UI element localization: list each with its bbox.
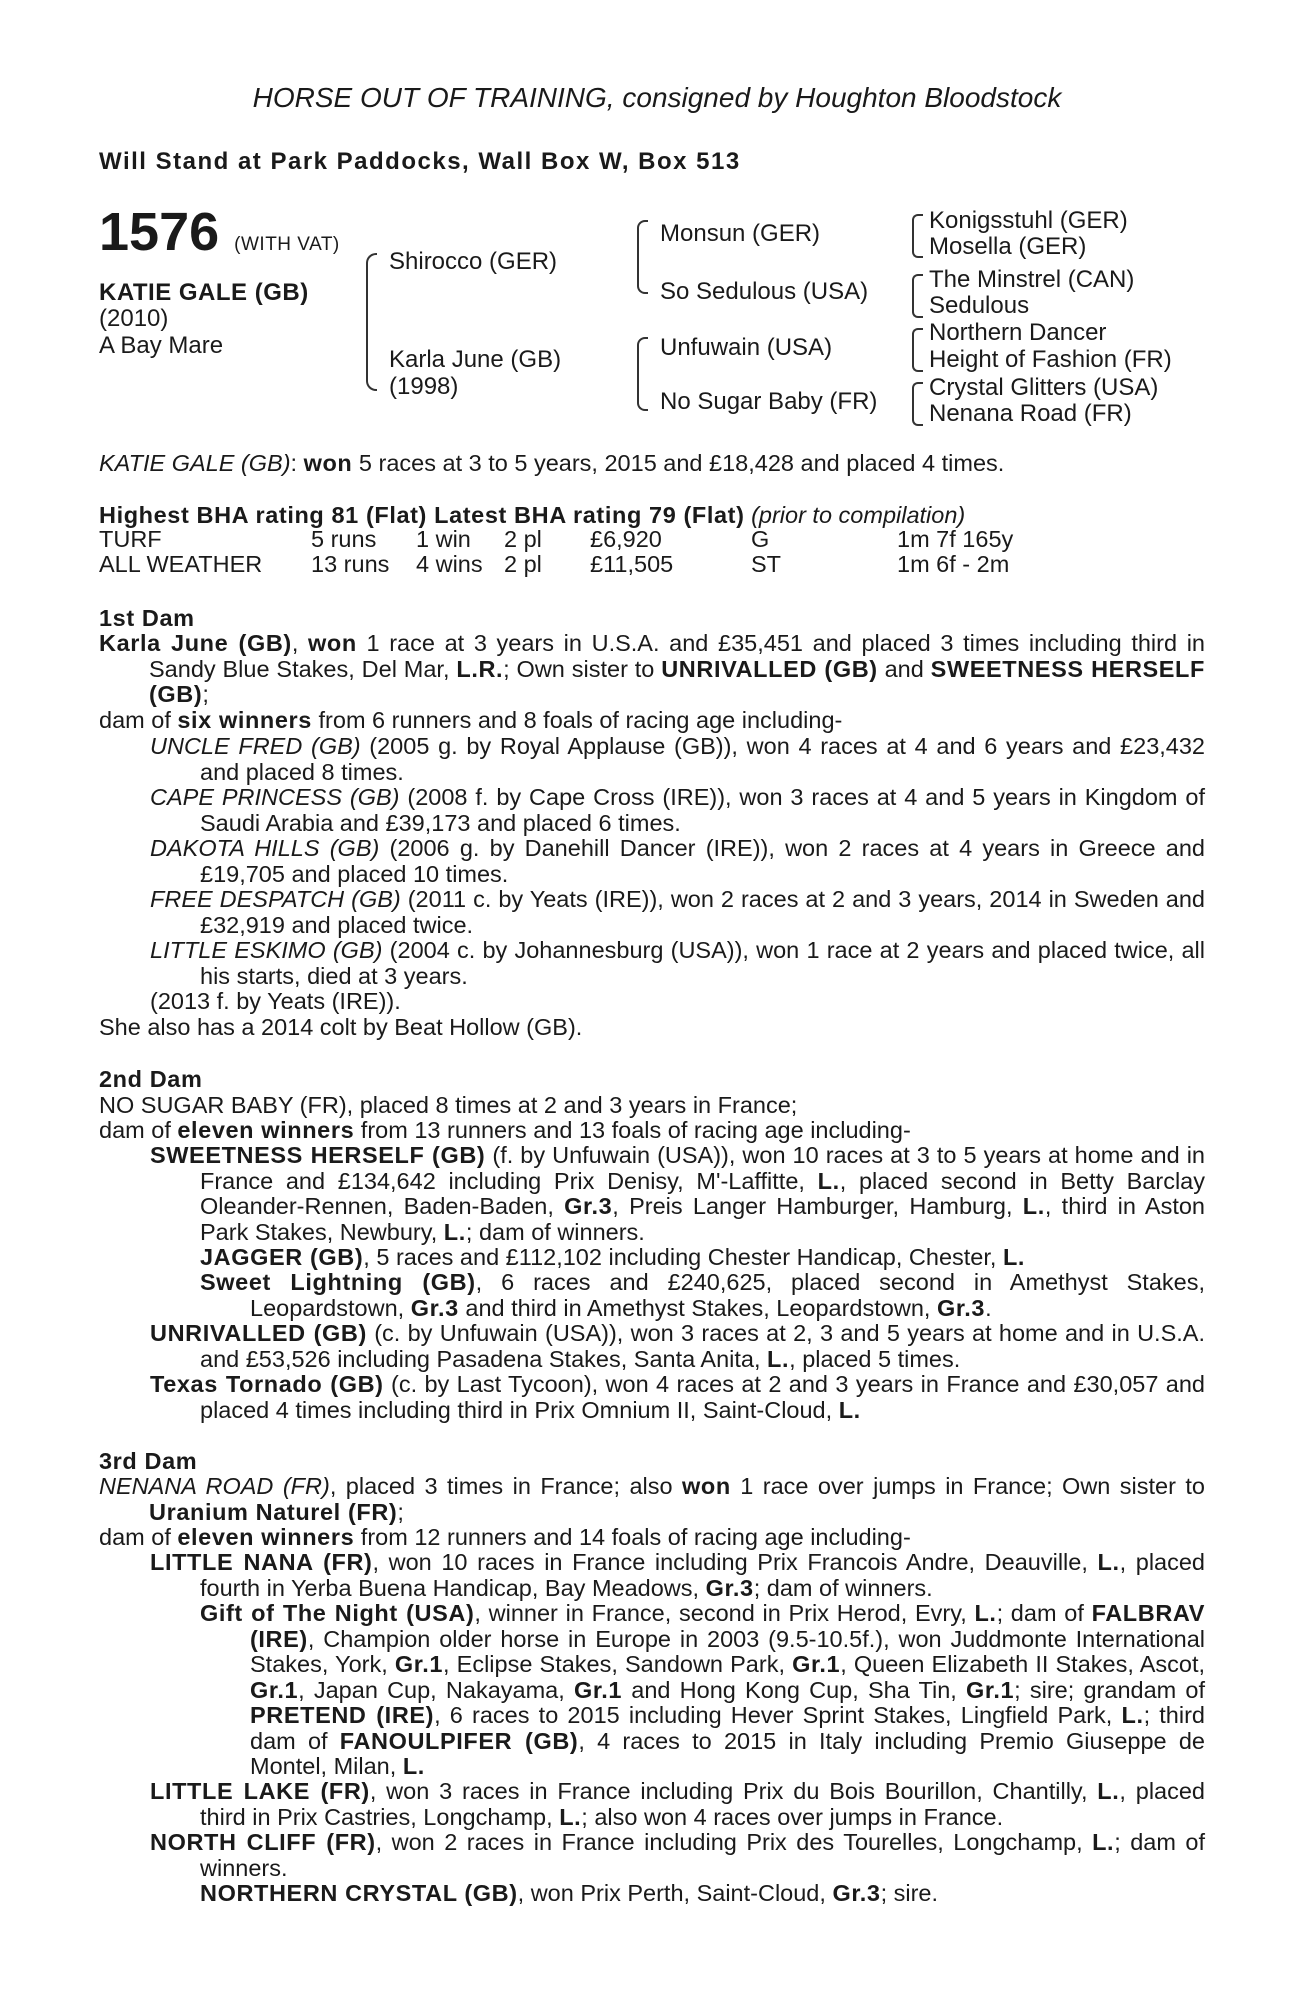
txt: , placed third in Prix Castries, Longchamp, xyxy=(200,1778,1205,1830)
txt: from 13 runners and 13 foals of racing age including- xyxy=(354,1117,911,1143)
race-grade: Gr.1 xyxy=(792,1651,841,1677)
produce-entry xyxy=(150,836,1205,887)
dam-name: Karla June (GB) xyxy=(99,630,292,656)
txt: , placed 3 times in France; also xyxy=(329,1473,682,1499)
summary-sep: : xyxy=(290,450,304,476)
grandproduce-entry xyxy=(200,1245,1025,1270)
produce-name: Gift of The Night (USA) xyxy=(200,1600,475,1626)
txt: ; sire. xyxy=(880,1880,939,1906)
lot-number xyxy=(99,202,340,272)
txt: (c. by Unfuwain (USA)), won 3 races at 2, 3 and 5 years at home and in U.S.A. and £53,526 including Pasadena Stakes, Santa Anita, xyxy=(200,1320,1205,1372)
record-money: £11,505 xyxy=(590,551,674,577)
grandproduce-entry xyxy=(200,1270,1205,1321)
race-grade: L. xyxy=(974,1600,997,1626)
produce-name: UNCLE FRED (GB) xyxy=(150,733,361,759)
txt: , 5 races and £112,102 including Chester Handicap, Chester, xyxy=(363,1244,1003,1270)
produce-name: LITTLE ESKIMO (GB) xyxy=(150,937,383,963)
txt: , 6 races to 2015 including Hever Sprint Stakes, Lingfield Park, xyxy=(434,1702,1122,1728)
first-dam-produce-intro xyxy=(99,708,842,733)
record-going: G xyxy=(751,526,770,552)
txt: and third in Amethyst Stakes, Leopardstown, xyxy=(458,1294,937,1321)
txt: , Japan Cup, Nakayama, xyxy=(298,1676,574,1703)
txt: , winner in France, second in Prix Herod, Evry, xyxy=(474,1600,975,1626)
txt: ; also won 4 races over jumps in France. xyxy=(581,1803,1004,1830)
race-grade: L. xyxy=(1097,1778,1120,1804)
record-runs: 5 runs xyxy=(311,526,377,552)
produce-entry xyxy=(150,1321,1205,1372)
winner-count: six winners xyxy=(177,707,312,733)
txt: dam of xyxy=(99,707,178,733)
produce-name: LITTLE NANA (FR) xyxy=(150,1549,373,1575)
produce-entry xyxy=(150,938,1205,989)
produce-name: SWEETNESS HERSELF (GB) xyxy=(150,1142,486,1168)
won-text: won xyxy=(682,1473,731,1499)
txt: , xyxy=(291,630,309,656)
txt: ; dam of xyxy=(996,1600,1092,1626)
third-dam-produce-intro xyxy=(99,1525,911,1550)
race-grade: L. xyxy=(1022,1193,1045,1219)
summary-won: won xyxy=(303,450,353,476)
txt: , placed fourth in Yerba Buena Handicap, Bay Meadows, xyxy=(200,1549,1205,1601)
produce-entry xyxy=(150,1830,1205,1881)
table-row xyxy=(99,552,1013,577)
txt: ; Own sister to xyxy=(503,655,662,682)
txt: from 6 runners and 8 foals of racing age including- xyxy=(311,707,843,733)
produce-name: JAGGER (GB) xyxy=(200,1244,364,1270)
record-going: ST xyxy=(751,551,782,577)
record-wins: 4 wins xyxy=(416,551,483,577)
txt: 1 race at 3 years in U.S.A. and £35,451 and placed 3 times including third in Sandy Blue Stakes, Del Mar, xyxy=(149,630,1205,682)
second-dam-entry: NO SUGAR BABY (FR), placed 8 times at 2 and 3 years in France; xyxy=(99,1092,798,1118)
race-record-table xyxy=(99,527,1013,577)
second-dam-produce-intro xyxy=(99,1118,911,1143)
pedigree-gen3-2: Mosella (GER) xyxy=(929,233,1087,260)
produce-entry xyxy=(150,887,1205,938)
race-grade: Gr.1 xyxy=(250,1676,299,1703)
pedigree-gen2-2: So Sedulous (USA) xyxy=(660,278,869,305)
produce-entry xyxy=(150,1372,1205,1423)
txt: and Hong Kong Cup, Sha Tin, xyxy=(622,1676,967,1703)
produce-entry xyxy=(150,734,1205,785)
sire-dam-bracket xyxy=(366,253,377,391)
txt: , 4 races to 2015 in Italy including Premio Giuseppe de Montel, Milan, xyxy=(250,1727,1206,1779)
txt: (2006 g. by Danehill Dancer (IRE)), won 2 races at 4 years in Greece and £19,705 and placed 10 times. xyxy=(200,835,1205,887)
record-placed: 2 pl xyxy=(504,526,542,552)
horse-name: KATIE GALE (GB) xyxy=(99,279,309,306)
grandproduce-entry xyxy=(200,1601,1205,1780)
race-grade: L. xyxy=(443,1218,466,1245)
race-grade: Gr.1 xyxy=(966,1676,1015,1703)
summary-horse-name: KATIE GALE (GB) xyxy=(99,450,291,476)
gen3-bracket-1 xyxy=(912,214,923,258)
gen2-bracket-sire xyxy=(637,220,648,294)
txt: , third in Aston Park Stakes, Newbury, xyxy=(200,1193,1206,1245)
horse-ref: Uranium Naturel (FR) xyxy=(149,1498,398,1525)
txt: , placed 5 times. xyxy=(789,1345,961,1372)
record-runs: 13 runs xyxy=(311,551,390,577)
gen2-bracket-dam xyxy=(637,337,648,411)
txt: , won 10 races in France including Prix Francois Andre, Deauville, xyxy=(372,1549,1098,1575)
race-grade: L. xyxy=(838,1396,861,1423)
foaling-year: (2010) xyxy=(99,305,169,332)
txt: , won 3 races in France including Prix du Bois Bourillon, Chantilly, xyxy=(369,1778,1098,1804)
race-grade: L. xyxy=(559,1803,582,1830)
txt: , Preis Langer Hamburger, Hamburg, xyxy=(612,1193,1023,1219)
dam-name: NENANA ROAD (FR) xyxy=(99,1473,330,1499)
produce-entry xyxy=(150,785,1205,836)
txt: ; xyxy=(397,1498,404,1525)
record-distance: 1m 7f 165y xyxy=(897,526,1014,552)
record-money: £6,920 xyxy=(590,526,662,552)
winner-count: eleven winners xyxy=(177,1117,355,1143)
third-dam-heading: 3rd Dam xyxy=(99,1448,198,1474)
pedigree-gen2-4: No Sugar Baby (FR) xyxy=(660,388,878,415)
pedigree-dam: Karla June (GB) xyxy=(389,346,562,373)
race-summary xyxy=(99,451,1004,476)
won-text: won xyxy=(308,630,357,656)
produce-name: LITTLE LAKE (FR) xyxy=(150,1778,370,1804)
bha-rating xyxy=(99,503,965,528)
horse-ref: SWEETNESS HERSELF (GB) xyxy=(149,655,1205,707)
txt: and xyxy=(877,655,931,682)
race-grade: L. xyxy=(767,1345,790,1372)
first-dam-entry xyxy=(99,631,1205,708)
pedigree-gen3-1: Konigsstuhl (GER) xyxy=(929,207,1128,234)
second-dam-heading: 2nd Dam xyxy=(99,1066,203,1092)
txt: dam of xyxy=(99,1524,178,1550)
record-wins: 1 win xyxy=(416,526,471,552)
produce-name: UNRIVALLED (GB) xyxy=(150,1320,367,1346)
location-line: Will Stand at Park Paddocks, Wall Box W, Box 513 xyxy=(99,148,741,175)
txt: , Champion older horse in Europe in 2003 (9.5-10.5f.), won Juddmonte International Stakes, York, xyxy=(250,1625,1205,1677)
txt: (2004 c. by Johannesburg (USA)), won 1 race at 2 years and placed twice, all his starts, died at 3 years. xyxy=(200,937,1206,989)
race-grade: Gr.3 xyxy=(564,1193,613,1219)
produce-entry xyxy=(150,1143,1205,1245)
pedigree-gen3-4: Sedulous xyxy=(929,292,1030,319)
txt: ; xyxy=(202,681,209,707)
txt: , won Prix Perth, Saint-Cloud, xyxy=(517,1880,833,1906)
txt: ; third dam of xyxy=(250,1702,1205,1754)
record-placed: 2 pl xyxy=(504,551,542,577)
race-grade: L.R. xyxy=(456,655,504,682)
race-grade: Gr.3 xyxy=(832,1880,881,1906)
txt: ; sire; grandam of xyxy=(1014,1676,1206,1703)
third-dam-entry xyxy=(99,1474,1205,1525)
produce-name: FREE DESPATCH (GB) xyxy=(150,886,401,912)
produce-unraced: (2013 f. by Yeats (IRE)). xyxy=(150,988,401,1014)
txt: ; dam of winners. xyxy=(200,1829,1205,1881)
grandproduce-entry xyxy=(200,1881,938,1906)
txt: . xyxy=(985,1294,992,1321)
horse-description: A Bay Mare xyxy=(99,332,224,359)
produce-name: Sweet Lightning (GB) xyxy=(200,1269,476,1295)
race-grade: L. xyxy=(1121,1702,1144,1728)
lot-number-value: 1576 xyxy=(99,202,220,262)
race-grade: L. xyxy=(817,1167,840,1194)
txt: 1 race over jumps in France; Own sister to xyxy=(730,1473,1206,1499)
vat-note: (WITH VAT) xyxy=(234,234,340,255)
txt: (c. by Last Tycoon), won 4 races at 2 and 3 years in France and £30,057 and placed 4 times including third in Prix Omnium II, Saint-Cloud, xyxy=(200,1371,1205,1423)
produce-name: NORTH CLIFF (FR) xyxy=(150,1829,376,1855)
produce-name: DAKOTA HILLS (GB) xyxy=(150,835,380,861)
winner-count: eleven winners xyxy=(177,1524,355,1550)
txt: , 6 races and £240,625, placed second in Amethyst Stakes, Leopardstown, xyxy=(250,1269,1206,1321)
pedigree-gen2-3: Unfuwain (USA) xyxy=(660,334,833,361)
race-grade: L. xyxy=(1097,1549,1120,1575)
produce-name: Texas Tornado (GB) xyxy=(150,1371,384,1397)
pedigree-sire: Shirocco (GER) xyxy=(389,248,558,275)
page-header: HORSE OUT OF TRAINING, consigned by Houghton Bloodstock xyxy=(252,82,1062,113)
txt: (2005 g. by Royal Applause (GB)), won 4 races at 4 and 6 years and £23,432 and placed 8 times. xyxy=(200,733,1206,785)
txt: , placed second in Betty Barclay Oleander-Rennen, Baden-Baden, xyxy=(200,1167,1205,1219)
produce-entry xyxy=(150,1779,1205,1830)
race-grade: L. xyxy=(1092,1829,1115,1855)
txt: , Queen Elizabeth II Stakes, Ascot, xyxy=(840,1651,1205,1677)
record-surface: ALL WEATHER xyxy=(99,551,263,577)
txt: , Eclipse Stakes, Sandown Park, xyxy=(443,1651,793,1677)
produce-name: NORTHERN CRYSTAL (GB) xyxy=(200,1880,518,1906)
horse-ref: FANOULPIFER (GB) xyxy=(339,1727,579,1754)
txt: from 12 runners and 14 foals of racing age including- xyxy=(354,1524,911,1550)
pedigree-dam-year: (1998) xyxy=(389,373,459,400)
first-dam-heading: 1st Dam xyxy=(99,605,195,631)
horse-ref: UNRIVALLED (GB) xyxy=(661,655,878,682)
race-grade: L. xyxy=(402,1753,425,1779)
txt: (2008 f. by Cape Cross (IRE)), won 3 races at 4 and 5 years in Kingdom of Saudi Arabia and £39,173 and placed 6 times. xyxy=(200,784,1205,836)
pedigree-gen3-7: Crystal Glitters (USA) xyxy=(929,374,1159,401)
produce-colt-note: She also has a 2014 colt by Beat Hollow (GB). xyxy=(99,1014,583,1040)
summary-text: 5 races at 3 to 5 years, 2015 and £18,428 and placed 4 times. xyxy=(352,450,1005,476)
txt: dam of xyxy=(99,1117,178,1143)
txt: (f. by Unfuwain (USA)), won 10 races at 3 to 5 years at home and in France and £134,642 including Prix Denisy, M'-Laffitte, xyxy=(200,1142,1205,1194)
race-grade: Gr.1 xyxy=(573,1676,623,1703)
gen3-bracket-4 xyxy=(912,382,923,426)
record-surface: TURF xyxy=(99,526,162,552)
race-grade: Gr.3 xyxy=(936,1294,986,1321)
table-row xyxy=(99,527,1013,552)
rating-text: Highest BHA rating 81 (Flat) Latest BHA rating 79 (Flat) xyxy=(99,502,745,528)
pedigree-gen3-6: Height of Fashion (FR) xyxy=(929,346,1172,373)
gen3-bracket-3 xyxy=(912,328,923,372)
pedigree-gen3-3: The Minstrel (CAN) xyxy=(929,266,1135,293)
race-grade: Gr.1 xyxy=(394,1651,444,1677)
txt: ; dam of winners. xyxy=(465,1218,645,1245)
horse-ref: FALBRAV (IRE) xyxy=(250,1600,1206,1652)
produce-name: CAPE PRINCESS (GB) xyxy=(150,784,400,810)
txt: ; dam of winners. xyxy=(753,1574,933,1601)
txt: (2011 c. by Yeats (IRE)), won 2 races at 2 and 3 years, 2014 in Sweden and £32,919 and placed twice. xyxy=(200,886,1205,938)
pedigree-gen3-5: Northern Dancer xyxy=(929,319,1107,346)
pedigree-gen2-1: Monsun (GER) xyxy=(660,220,821,247)
horse-ref: PRETEND (IRE) xyxy=(250,1702,435,1728)
race-grade: Gr.3 xyxy=(705,1574,754,1601)
rating-note: (prior to compilation) xyxy=(751,502,966,528)
pedigree-gen3-8: Nenana Road (FR) xyxy=(929,400,1132,427)
txt: , won 2 races in France including Prix des Tourelles, Longchamp, xyxy=(375,1829,1093,1855)
race-grade: L. xyxy=(1002,1244,1026,1270)
gen3-bracket-2 xyxy=(912,274,923,318)
race-grade: Gr.3 xyxy=(410,1294,459,1321)
record-distance: 1m 6f - 2m xyxy=(897,551,1010,577)
produce-entry xyxy=(150,1550,1205,1601)
